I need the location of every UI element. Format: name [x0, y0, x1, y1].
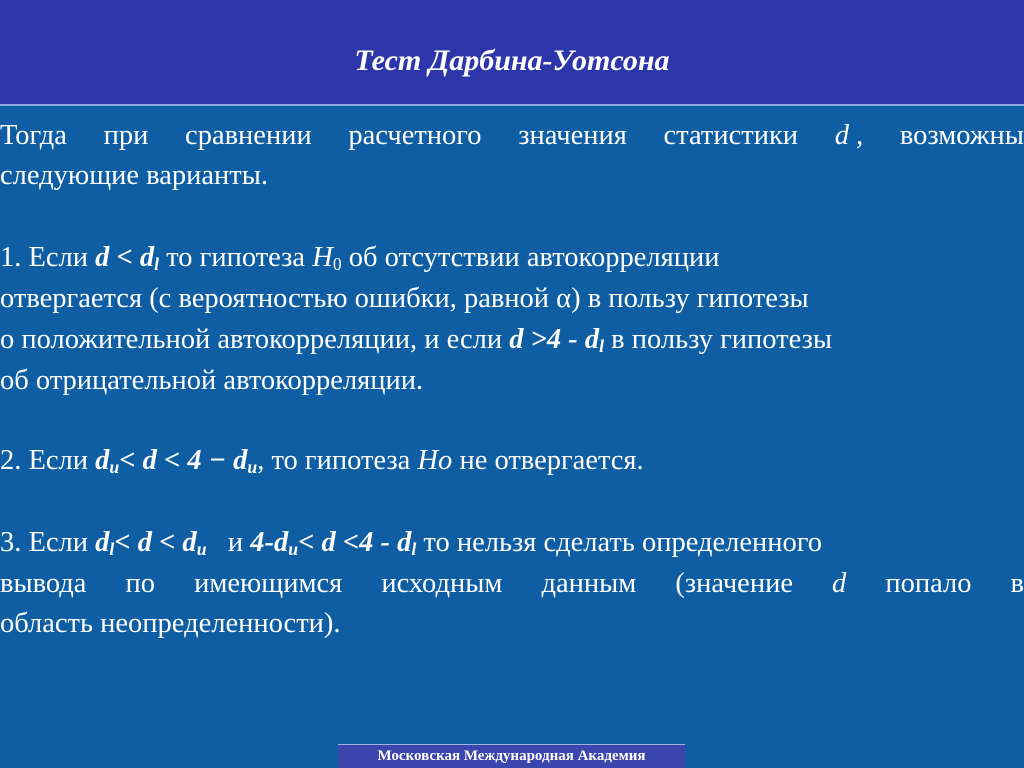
case1-text: о положительной автокорреляции, и если: [0, 324, 510, 355]
case3-variable-d: d: [832, 568, 847, 599]
case1-text: об отсутствии автокорреляции: [341, 242, 720, 273]
case3-line-1: [0, 525, 822, 561]
slide-header: [0, 0, 1024, 106]
case1-text: в пользу гипотезы: [604, 324, 833, 355]
case1-condition-2: $d >4 - d_l$: [509, 324, 605, 356]
case1-line-2: отвергается (с вероятностью ошибки, равной α) в пользу гипотезы: [0, 283, 809, 314]
intro-word: возможны: [899, 120, 1024, 151]
case3-word: данным: [541, 568, 637, 599]
case3-number: 3. Если: [0, 527, 96, 558]
case1-number: 1. Если: [0, 242, 96, 273]
case3-word: вывода: [0, 568, 87, 599]
intro-word: Тогда: [0, 120, 67, 151]
case3-word: (значение: [675, 568, 793, 599]
case1-line-3: [0, 322, 832, 358]
intro-variable-d: d ,: [834, 120, 864, 151]
case3-word: имеющимся: [194, 568, 343, 599]
intro-line-2: следующие варианты.: [0, 160, 269, 191]
case2-number: 2. Если: [0, 445, 96, 476]
case3-text: и: [206, 527, 251, 558]
case3-line-2: [0, 566, 1024, 602]
case3-word: попало: [885, 568, 972, 599]
case2-text: , то гипотеза: [257, 445, 418, 476]
hypothesis-ho: Ho: [417, 445, 453, 476]
footer-bar: [338, 744, 685, 768]
slide-body: [0, 112, 1024, 744]
case1-line-1: [0, 240, 719, 276]
intro-word: статистики: [663, 120, 799, 151]
footer-label: Московская Международная Академия: [377, 748, 646, 764]
case3-line-3: область неопределенности).: [0, 608, 341, 639]
case3-word: исходным: [381, 568, 503, 599]
hypothesis-h0: $H_0$: [312, 242, 342, 274]
case1-condition: $d < d_l$: [95, 242, 160, 274]
case3-word: в: [1010, 568, 1024, 599]
intro-word: значения: [518, 120, 627, 151]
slide-title: Тест Дарбина-Уотсона: [354, 44, 670, 77]
case1-line-4: об отрицательной автокорреляции.: [0, 365, 424, 396]
case3-condition-a: $d_l< d < d_u$: [95, 527, 207, 559]
case2-line: [0, 443, 644, 479]
intro-word: расчетного: [348, 120, 482, 151]
case1-text: то гипотеза: [159, 242, 313, 273]
intro-word: при: [103, 120, 149, 151]
case3-word: по: [125, 568, 156, 599]
case3-text: то нельзя сделать определенного: [416, 527, 822, 558]
intro-word: сравнении: [185, 120, 312, 151]
case2-condition: $d_u< d < 4 - d_u$: [95, 445, 258, 477]
case2-text: не отвергается.: [452, 445, 644, 476]
intro-line-1: [0, 118, 1024, 154]
case3-condition-b: $4-d_u< d <4 - d_l$: [250, 527, 417, 559]
